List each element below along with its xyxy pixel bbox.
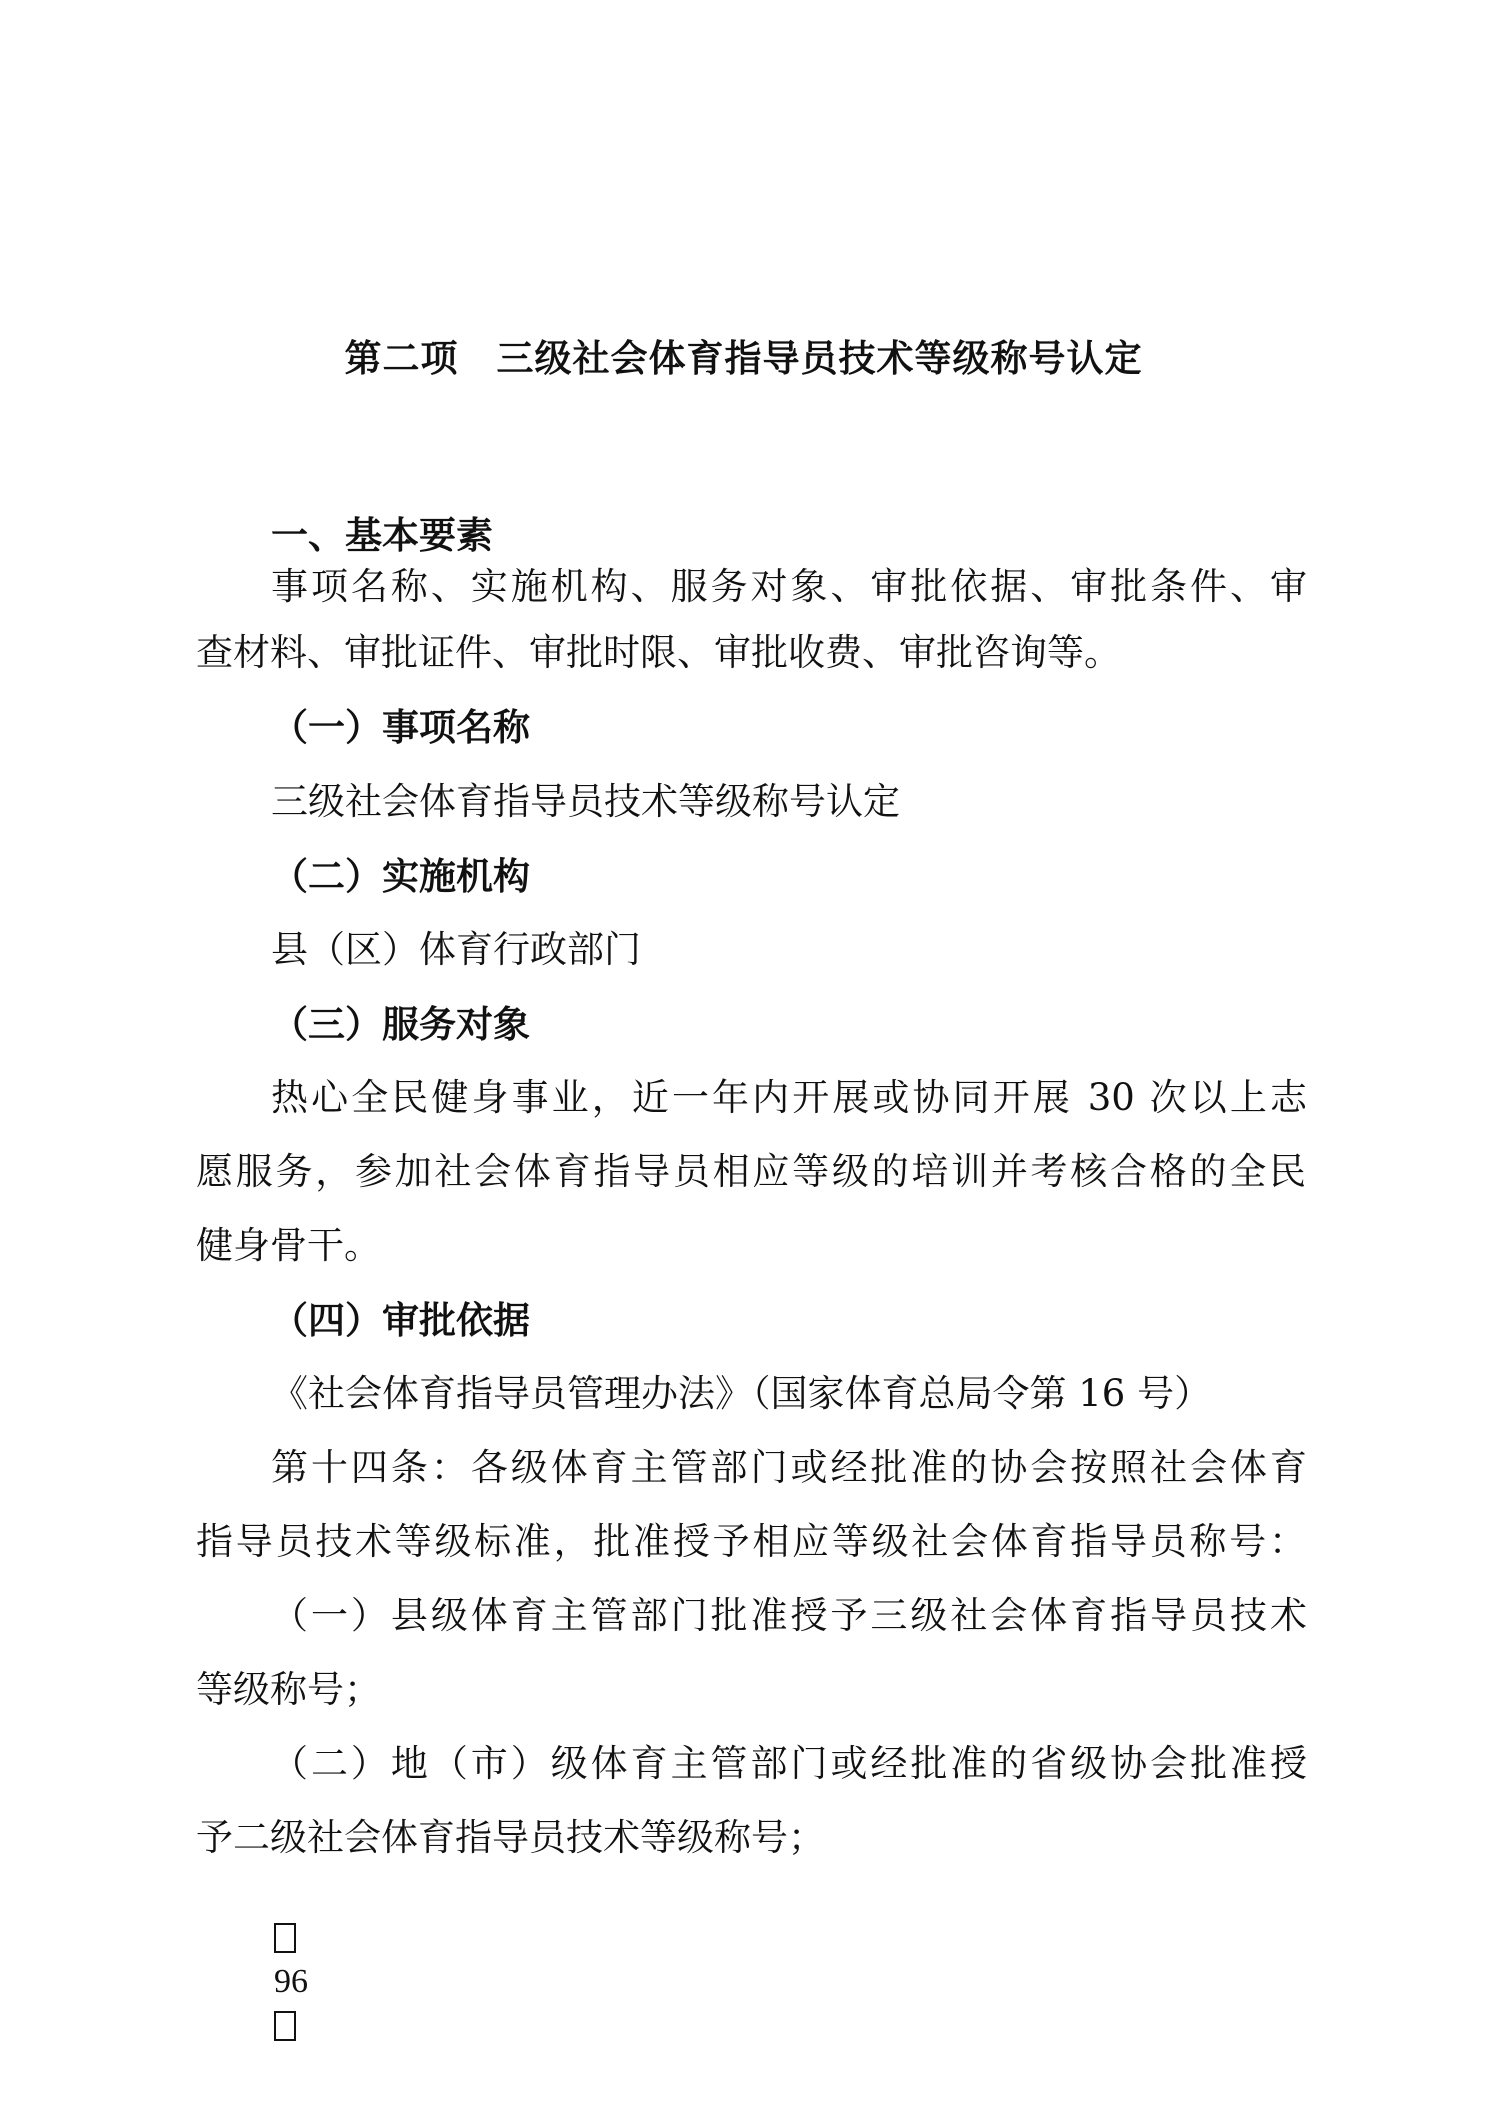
page-number-value: 96 xyxy=(274,1963,308,2000)
page-number-left-mark xyxy=(274,1923,296,1953)
implementing-agency-value: 县（区）体育行政部门 xyxy=(271,928,641,971)
approval-basis-line-4: （一）县级体育主管部门批准授予三级社会体育指导员技术 xyxy=(271,1594,1307,1637)
basic-elements-line-2: 查材料、审批证件、审批时限、审批收费、审批咨询等。 xyxy=(196,631,1121,674)
page-title: 第二项 三级社会体育指导员技术等级称号认定 xyxy=(344,337,1143,380)
approval-basis-line-6: （二）地（市）级体育主管部门或经批准的省级协会批准授 xyxy=(271,1742,1307,1785)
basic-elements-heading: 一、基本要素 xyxy=(271,514,493,557)
implementing-agency-heading: （二）实施机构 xyxy=(271,854,530,898)
approval-basis-heading: （四）审批依据 xyxy=(271,1298,530,1342)
service-target-line-2: 愿服务，参加社会体育指导员相应等级的培训并考核合格的全民 xyxy=(196,1150,1306,1193)
page-number xyxy=(240,1872,308,2092)
approval-basis-line-2: 第十四条：各级体育主管部门或经批准的协会按照社会体育 xyxy=(271,1446,1307,1489)
service-target-line-3: 健身骨干。 xyxy=(196,1224,381,1267)
approval-basis-line-1: 《社会体育指导员管理办法》（国家体育总局令第 16 号） xyxy=(271,1372,1212,1415)
service-target-heading: （三）服务对象 xyxy=(271,1002,530,1046)
service-target-line-1: 热心全民健身事业，近一年内开展或协同开展 30 次以上志 xyxy=(271,1076,1307,1119)
basic-elements-line-1: 事项名称、实施机构、服务对象、审批依据、审批条件、审 xyxy=(271,565,1307,608)
approval-basis-line-3: 指导员技术等级标准，批准授予相应等级社会体育指导员称号： xyxy=(196,1520,1306,1563)
approval-basis-line-7: 予二级社会体育指导员技术等级称号； xyxy=(196,1816,825,1859)
page-number-right-mark xyxy=(274,2011,296,2041)
item-name-value: 三级社会体育指导员技术等级称号认定 xyxy=(271,780,900,823)
approval-basis-line-5: 等级称号； xyxy=(196,1668,381,1711)
item-name-heading: （一）事项名称 xyxy=(271,705,530,749)
